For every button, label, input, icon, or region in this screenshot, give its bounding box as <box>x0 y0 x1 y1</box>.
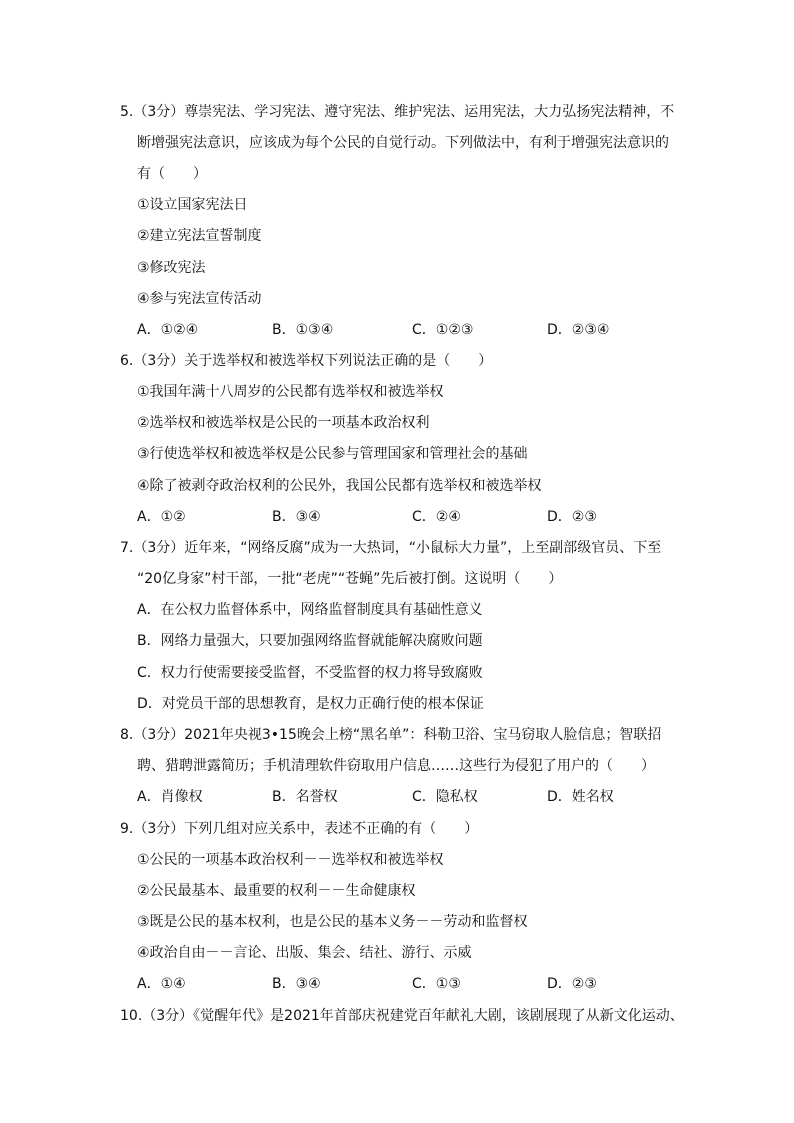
question-8-option-a: A．肖像权 <box>137 789 203 805</box>
question-10-stem: 10.（3分）《觉醒年代》是2021年首部庆祝建党百年献礼大剧，该剧展现了从新文化运动、 <box>120 1008 684 1024</box>
question-9-item-1: ①公民的一项基本政治权利－－选举权和被选举权 <box>137 852 444 868</box>
question-7-option-d: D．对党员干部的思想教育，是权力正确行使的根本保证 <box>137 696 484 712</box>
question-8-options <box>137 786 697 808</box>
question-9-item-4: ④政治自由－－言论、出版、集会、结社、游行、示威 <box>137 945 472 961</box>
question-9-option-b: B．③④ <box>272 976 321 992</box>
question-6-option-d: D．②③ <box>547 509 597 525</box>
question-6-item-3: ③行使选举权和被选举权是公民参与管理国家和管理社会的基础 <box>137 446 528 462</box>
question-9-option-a: A．①④ <box>137 976 186 992</box>
question-8-stem-line-1: 8.（3分）2021年央视3•15晚会上榜“黑名单”：科勒卫浴、宝马窃取人脸信息；智联招 <box>120 727 662 743</box>
question-8-option-d: D．姓名权 <box>547 789 614 805</box>
question-5-option-a: A．①②④ <box>137 322 199 338</box>
question-6-options <box>137 506 697 528</box>
question-9-option-c: C．①③ <box>412 976 461 992</box>
question-5-item-2: ②建立宪法宣誓制度 <box>137 228 262 244</box>
question-5-item-1: ①设立国家宪法日 <box>137 197 248 213</box>
question-8-option-b: B．名誉权 <box>272 789 338 805</box>
question-6-option-c: C．②④ <box>412 509 461 525</box>
question-5-options <box>137 319 697 341</box>
question-6-stem: 6.（3分）关于选举权和被选举权下列说法正确的是（ ） <box>120 353 493 369</box>
question-5-option-c: C．①②③ <box>412 322 474 338</box>
question-5-stem-line-3: 有（ ） <box>137 166 207 182</box>
question-9-stem: 9.（3分）下列几组对应关系中，表述不正确的有（ ） <box>120 821 479 837</box>
question-9-options <box>137 973 697 995</box>
question-7-option-c: C．权力行使需要接受监督，不受监督的权力将导致腐败 <box>137 665 483 681</box>
question-9-item-3: ③既是公民的基本权利，也是公民的基本义务－－劳动和监督权 <box>137 914 528 930</box>
question-6-item-1: ①我国年满十八周岁的公民都有选举权和被选举权 <box>137 384 444 400</box>
question-7-stem-line-2: “20亿身家”村干部，一批“老虎”“苍蝇”先后被打倒。这说明（ ） <box>137 571 563 587</box>
question-8-option-c: C．隐私权 <box>412 789 478 805</box>
question-7-option-b: B．网络力量强大，只要加强网络监督就能解决腐败问题 <box>137 633 483 649</box>
question-8-stem-line-2: 聘、猎聘泄露简历；手机清理软件窃取用户信息……这些行为侵犯了用户的（ ） <box>137 758 655 774</box>
question-9-option-d: D．②③ <box>547 976 597 992</box>
question-5-item-4: ④参与宪法宣传活动 <box>137 291 262 307</box>
question-6-item-2: ②选举权和被选举权是公民的一项基本政治权利 <box>137 415 430 431</box>
question-5-stem-line-2: 断增强宪法意识，应该成为每个公民的自觉行动。下列做法中，有利于增强宪法意识的 <box>137 135 669 151</box>
question-5-item-3: ③修改宪法 <box>137 260 206 276</box>
question-7-stem-line-1: 7.（3分）近年来，“网络反腐”成为一大热词，“小鼠标大力量”，上至副部级官员、下至 <box>120 540 662 556</box>
question-5-option-d: D．②③④ <box>547 322 610 338</box>
question-6-option-a: A．①② <box>137 509 186 525</box>
question-5-option-b: B．①③④ <box>272 322 334 338</box>
question-6-option-b: B．③④ <box>272 509 321 525</box>
question-9-item-2: ②公民最基本、最重要的权利－－生命健康权 <box>137 883 416 899</box>
question-7-option-a: A．在公权力监督体系中，网络监督制度具有基础性意义 <box>137 602 483 618</box>
question-5-stem-line-1: 5.（3分）尊崇宪法、学习宪法、遵守宪法、维护宪法、运用宪法，大力弘扬宪法精神，不 <box>120 104 675 120</box>
question-6-item-4: ④除了被剥夺政治权利的公民外，我国公民都有选举权和被选举权 <box>137 478 542 494</box>
